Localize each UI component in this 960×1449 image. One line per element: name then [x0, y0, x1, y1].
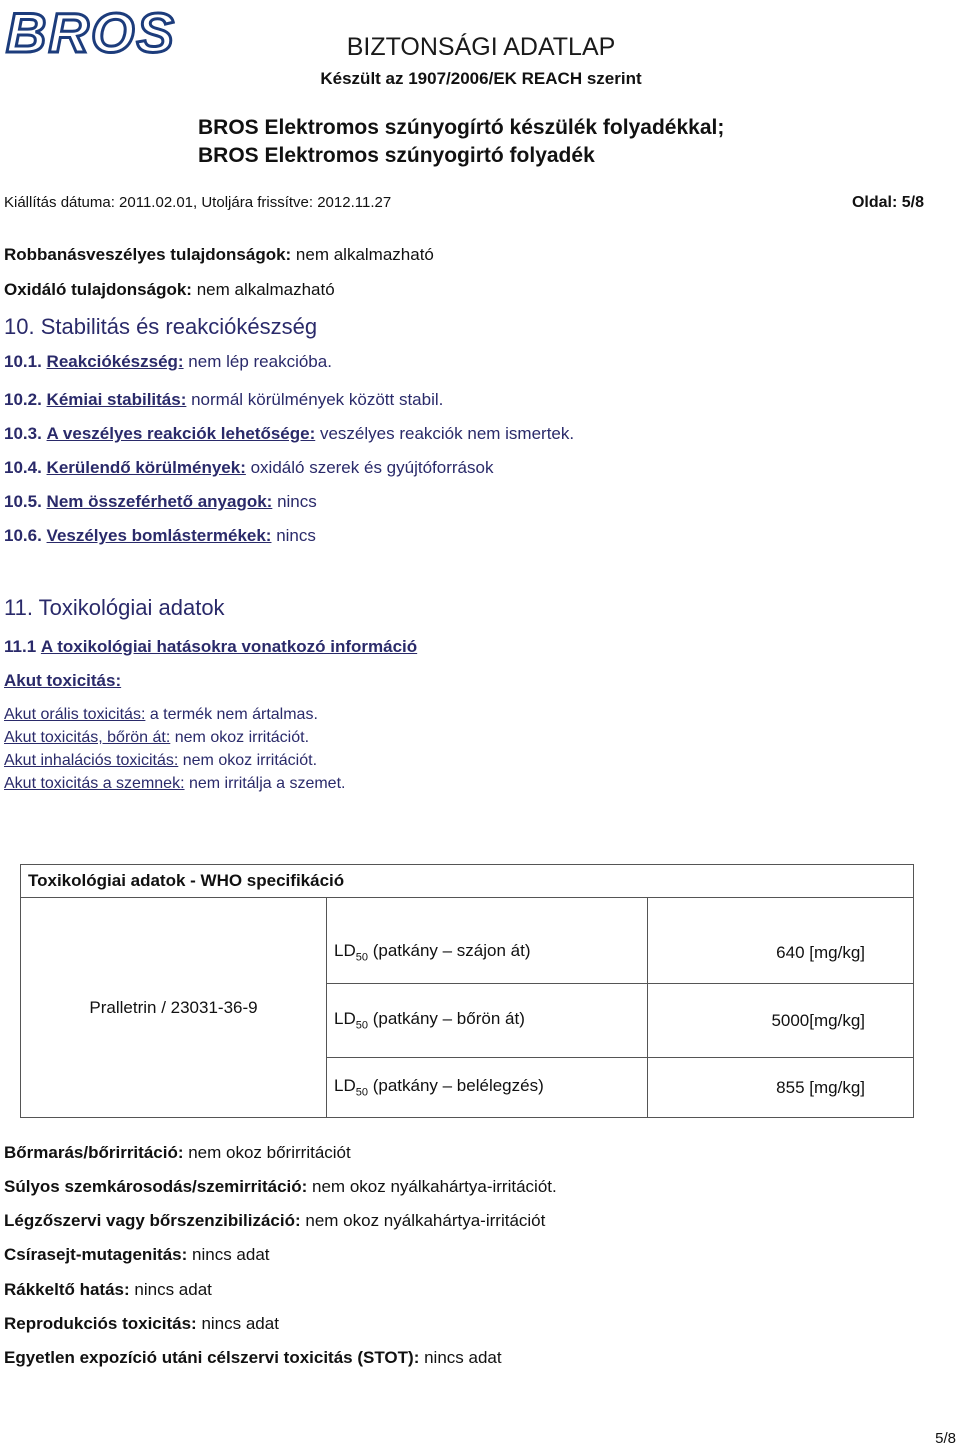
- explosive-value: nem alkalmazható: [291, 245, 434, 264]
- test-cell: $LD_{50}$ (patkány – szájon át): [327, 898, 648, 984]
- table-row: [21, 898, 914, 984]
- oxidizing-value: nem alkalmazható: [191, 280, 335, 299]
- acute-toxicity-heading: Akut toxicitás:: [4, 671, 122, 690]
- table-header: Toxikológiai adatok - WHO specifikáció: [21, 865, 914, 898]
- stot-single: Egyetlen expozíció utáni célszervi toxicitás (STOT): nincs adat: [4, 1348, 502, 1367]
- oxidizing-properties: [4, 280, 335, 300]
- subsection-11-1: 11.1 A toxikológiai hatásokra vonatkozó információ: [4, 637, 418, 656]
- logo-text: BROS: [6, 1, 176, 62]
- document-title: BIZTONSÁGI ADATLAP: [346, 33, 616, 61]
- footer-page-number: 5/8: [935, 1430, 956, 1447]
- skin-corrosion: Bőrmarás/bőrirritáció: nem okoz bőrirritációt: [4, 1143, 351, 1162]
- issue-date-info: Kiállítás dátuma: 2011.02.01, Utoljára frissítve: 2012.11.27: [4, 194, 392, 211]
- eye-damage: Súlyos szemkárosodás/szemirritáció: nem okoz nyálkahártya-irritációt.: [4, 1177, 557, 1196]
- value-cell: 640 [mg/kg]: [648, 898, 914, 984]
- value-cell: 5000[mg/kg]: [648, 984, 914, 1058]
- document-subtitle: Készült az 1907/2006/EK REACH szerint: [320, 69, 642, 88]
- bros-logo: [2, 0, 197, 62]
- item-10-6: 10.6. Veszélyes bomlástermékek: nincs: [4, 526, 316, 545]
- product-name-line1: BROS Elektromos szúnyogírtó készülék folyadékkal;: [198, 116, 725, 139]
- item-10-4: 10.4. Kerülendő körülmények: oxidáló szerek és gyújtóforrások: [4, 458, 494, 477]
- item-10-1: 10.1. Reakciókészség: nem lép reakcióba.: [4, 352, 332, 371]
- test-cell: $LD_{50}$ (patkány – bőrön át): [327, 984, 648, 1058]
- item-10-2: 10.2. Kémiai stabilitás: normál körülmények között stabil.: [4, 390, 444, 409]
- product-name-line2: BROS Elektromos szúnyogirtó folyadék: [198, 144, 595, 167]
- item-10-3: 10.3. A veszélyes reakciók lehetősége: veszélyes reakciók nem ismertek.: [4, 424, 575, 443]
- table-header-row: [21, 865, 914, 898]
- acute-dermal: Akut toxicitás, bőrön át: nem okoz irritációt.: [4, 729, 310, 746]
- explosive-properties: [4, 245, 434, 265]
- value-cell: 855 [mg/kg]: [648, 1058, 914, 1118]
- sensitization: Légzőszervi vagy bőrszenzibilizáció: nem okoz nyálkahártya-irritációt: [4, 1211, 546, 1230]
- page-info: Oldal: 5/8: [851, 194, 924, 211]
- mutagenicity: Csírasejt-mutagenitás: nincs adat: [4, 1245, 270, 1264]
- substance-name: Pralletrin / 23031-36-9: [89, 998, 258, 1017]
- section-10-title: 10. Stabilitás és reakciókészség: [4, 314, 318, 339]
- acute-eye: Akut toxicitás a szemnek: nem irritálja a szemet.: [4, 775, 346, 792]
- test-cell: $LD_{50}$ (patkány – belélegzés): [327, 1058, 648, 1118]
- carcinogenicity: Rákkeltő hatás: nincs adat: [4, 1280, 212, 1299]
- explosive-label: Robbanásveszélyes tulajdonságok:: [4, 245, 292, 264]
- section-11-title: 11. Toxikológiai adatok: [4, 595, 225, 620]
- acute-oral: Akut orális toxicitás: a termék nem ártalmas.: [4, 706, 318, 723]
- item-10-5: 10.5. Nem összeférhető anyagok: nincs: [4, 492, 317, 511]
- acute-inhalation: Akut inhalációs toxicitás: nem okoz irritációt.: [4, 752, 318, 769]
- reproductive-toxicity: Reprodukciós toxicitás: nincs adat: [4, 1314, 279, 1333]
- oxidizing-label: Oxidáló tulajdonságok:: [4, 280, 192, 299]
- substance-cell: [21, 898, 327, 1118]
- toxicology-table: [20, 864, 914, 1118]
